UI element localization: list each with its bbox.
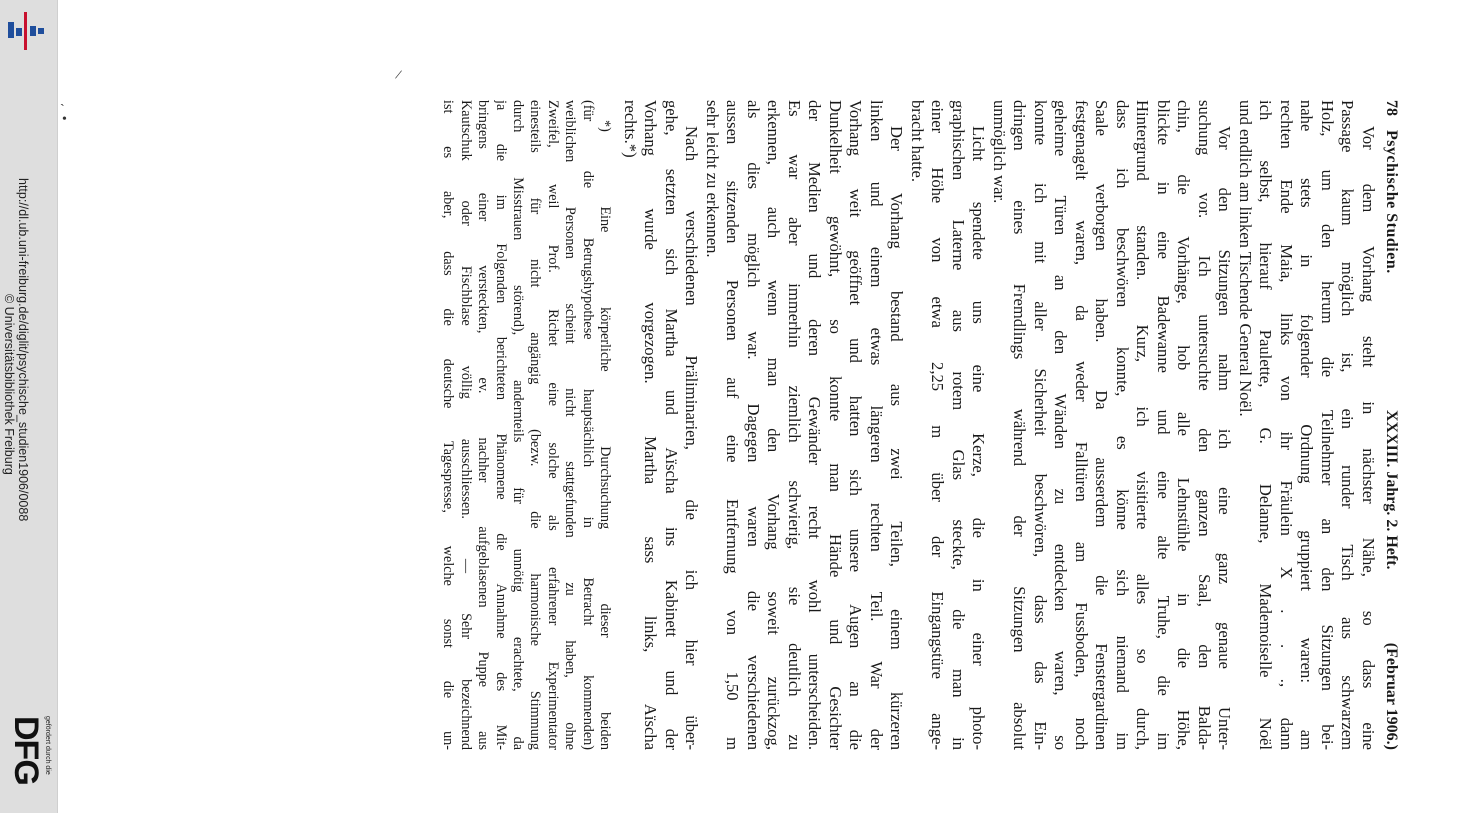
text-line: Passage kaum möglich ist, ein runder Tisch aus schwarzem	[1338, 100, 1358, 750]
issue-date: (Februar 1906.)	[1383, 642, 1400, 750]
footnote-line: *) Eine körperliche Durchsuchung dieser beiden	[597, 120, 613, 750]
text-line: nahe stets in folgender Ordnung gruppiert waren: am	[1297, 100, 1317, 750]
text-line: chin, die Vorhänge, hob alle Lehnstühle in die Höhe,	[1174, 100, 1194, 750]
journal-title: Psychische Studien.	[1383, 130, 1400, 274]
text-line: Vorhang wurde vorgezogen. Martha sass links, Aïscha	[641, 100, 661, 750]
scan-mark: •	[62, 112, 67, 127]
text-line: Saale verborgen haben. Da ausserdem die Fenstergardinen	[1092, 100, 1112, 750]
text-line: als dies möglich war. Dagegen waren die verschiedenen	[744, 100, 763, 750]
ub-freiburg-logo-icon[interactable]	[4, 8, 48, 52]
text-line: Vorhang weit geöffnet und hatten sich unsere Augen an die	[846, 100, 866, 750]
scanned-page	[200, 100, 1400, 780]
footnote-line: ja die im Folgenden berichteten Phänomene die Annahme des Mit-	[492, 100, 509, 750]
footnote-line: ist es aber, dass die deutsche Tagespresse, welche sonst die un-	[440, 100, 457, 750]
text-line: blickte in eine Badewanne und eine alte Truhe, die im	[1154, 100, 1173, 750]
text-line: Der Vorhang bestand aus zwei Teilen, einem kürzeren	[887, 126, 907, 750]
scan-mark: /	[393, 67, 403, 84]
running-header	[1378, 100, 1400, 750]
dfg-caption: gefördert durch die	[44, 716, 51, 775]
text-line: rechten Ende Maia, links von ihr Fräulein X . . ., dann	[1277, 100, 1296, 750]
footnote-line: Zweifel, weil Prof. Richet eine solche als erfahrener Experimentator	[544, 100, 561, 750]
text-line: Holz, um den herum die Teilnehmer an den Sitzungen bei-	[1318, 100, 1337, 750]
text-line: Licht spendete uns eine Kerze, die in einer photo-	[969, 126, 989, 750]
footnote-line: weiblichen Personen scheint nicht stattgefunden zu haben, ohne	[562, 100, 579, 750]
text-line: Hintergrund standen. Kurz, ich visitierte alles so durch,	[1133, 100, 1153, 750]
text-line: Vor dem Vorhang steht in nächster Nähe, so dass eine	[1359, 126, 1378, 750]
footnote-line: (für die Betrugshypothese hauptsächlich in Betracht kommenden)	[579, 100, 596, 750]
footnote-line: bringens einer versteckten, ev. nachher aufgeblasenen Puppe aus	[475, 100, 492, 750]
text-line: festgenagelt waren, da weder Falltüren am Fussboden, noch	[1072, 100, 1091, 750]
text-line: dringen eines Fremdlings während der Sitzungen absolut	[1010, 100, 1030, 750]
page-number: 78	[1383, 100, 1400, 116]
text-line: ich selbst, hierauf Paulette, G. Delanne, Mademoiselle Noël	[1256, 100, 1276, 750]
text-line: dass ich beschwören konnte, es könne sich niemand im	[1113, 100, 1132, 750]
document-url[interactable]: http://dl.ub.uni-freiburg.de/diglit/psychische_studien1906/0088	[16, 178, 30, 522]
text-line: sehr leicht zu erkennen.	[703, 100, 722, 258]
text-line: gehe, setzten sich Martha und Aïscha ins Kabinett und der	[662, 100, 681, 750]
text-line: der Medien und deren Gewänder recht wohl unterscheiden.	[805, 100, 825, 750]
text-line: und endlich am linken Tischende General Noël.	[1236, 100, 1255, 417]
text-line: Vor den Sitzungen nahm ich eine ganz genaue Unter-	[1215, 126, 1235, 750]
text-line: unmöglich war.	[990, 100, 1009, 204]
footnote-line: durch Misstrauen störend), andernteils für unnötig erachtete, da	[510, 100, 526, 750]
text-line: bracht hatte.	[908, 100, 927, 183]
text-line: rechts.*)	[621, 100, 640, 158]
text-line: suchung vor. Ich untersuchte den ganzen Saal, den Balda-	[1195, 100, 1214, 750]
footnote-line: Kautschuk oder Fischblase völlig ausschliessen. — Sehr bezeichnend	[457, 100, 474, 750]
text-line: linken und einem etwas längeren rechten Teil. War der	[867, 100, 886, 750]
volume-info: XXXIII. Jahrg. 2. Heft.	[1383, 410, 1400, 570]
footnote-line: einesteils für nicht angängig (bezw. die harmonische Stimmung	[527, 100, 544, 750]
scan-mark: ˏ	[60, 92, 65, 107]
dfg-logo: DFG	[7, 716, 45, 785]
copyright-notice: © Universitätsbibliothek Freiburg	[2, 294, 16, 475]
text-line: geheime Türen an den Wänden zu entdecken waren, so	[1051, 100, 1071, 750]
text-line: aussen sitzenden Personen auf eine Entfernung von 1,50 m	[723, 100, 743, 750]
text-line: konnte ich mit aller Sicherheit beschwören, dass das Ein-	[1031, 100, 1050, 750]
text-line: Es war aber immerhin ziemlich schwierig, sie deutlich zu	[785, 100, 804, 750]
text-line: graphischen Laterne aus rotem Glas steckte, die man in	[949, 100, 968, 750]
text-line: einer Höhe von etwa 2,25 m über der Eingangstüre ange-	[928, 100, 948, 750]
text-line: erkennen, auch wenn man den Vorhang soweit zurückzog,	[764, 100, 784, 750]
text-line: Dunkelheit gewöhnt, so konnte man Hände und Gesichter	[826, 100, 845, 750]
text-line: Nach verschiedenen Präliminarien, die ich hier über-	[682, 126, 702, 750]
viewer-sidebar	[0, 0, 58, 813]
